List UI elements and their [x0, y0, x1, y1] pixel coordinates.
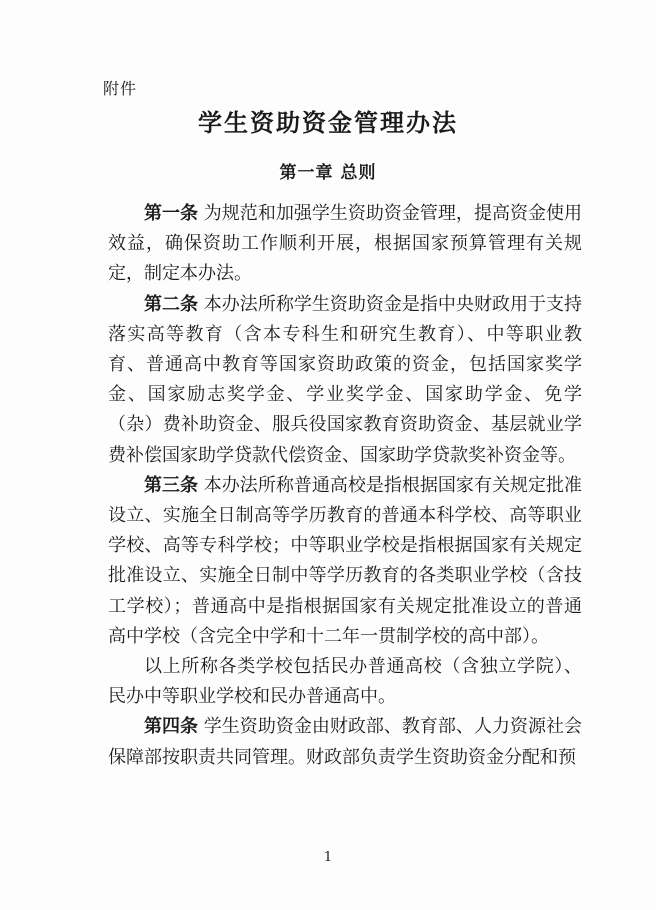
document-title: 学生资助资金管理办法 — [198, 108, 458, 137]
document-body — [108, 199, 582, 773]
article-1 — [108, 199, 582, 290]
article-3 — [108, 471, 582, 652]
article-3-continuation — [108, 652, 582, 712]
article-4-text: 学生资助资金由财政部、教育部、人力资源社会保障部按职责共同管理。财政部负责学生资助资金分配和预 — [108, 716, 583, 768]
article-4 — [108, 712, 582, 772]
article-1-text: 为规范和加强学生资助资金管理，提高资金使用效益，确保资助工作顺利开展，根据国家预算管理有关规定，制定本办法。 — [108, 203, 583, 285]
article-2-text: 本办法所称学生资助资金是指中央财政用于支持落实高等教育（含本专科生和研究生教育）、中等职业教育、普通高中教育等国家资助政策的资金，包括国家奖学金、国家励志奖学金、学业奖学金、国家助学金、免学（杂）费补助资金、服兵役国家教育资助资金、基层就业学费补偿国家助学贷款代偿资金、国家助学贷款奖补资金等。 — [108, 293, 583, 466]
chapter-heading: 第一章 总则 — [279, 163, 377, 183]
article-3-continuation-text: 以上所称各类学校包括民办普通高校（含独立学院）、民办中等职业学校和民办普通高中。 — [108, 656, 582, 708]
article-3-text: 本办法所称普通高校是指根据国家有关规定批准设立、实施全日制高等学历教育的普通本科学校、高等职业学校、高等专科学校；中等职业学校是指根据国家有关规定批准设立、实施全日制中等学历教育的各类职业学校（含技工学校）；普通高中是指根据国家有关规定批准设立的普通高中学校（含完全中学和十二年一贯制学校的高中部）。 — [108, 474, 583, 647]
page-number: 1 — [323, 850, 333, 865]
article-2 — [108, 290, 582, 471]
article-2-head: 第二条 — [144, 293, 199, 315]
article-1-head: 第一条 — [144, 203, 199, 224]
article-4-head: 第四条 — [144, 716, 199, 738]
attachment-label: 附件 — [103, 79, 138, 98]
article-3-head: 第三条 — [144, 474, 199, 496]
